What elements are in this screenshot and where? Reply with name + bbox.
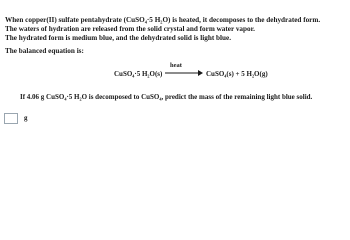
question-text: If 4.06 g CuSO₄·5 H₂O is decomposed to CuSO₄, predict the mass of the remaining light blue solid. [20,93,313,101]
intro-line-1: When copper(II) sulfate pentahydrate (CuSO₄·5 H₂O) is heated, it decomposes to the dehydrated form. [5,16,321,24]
intro-line-3: The hydrated form is medium blue, and the dehydrated solid is light blue. [5,34,232,42]
reaction-condition: heat [170,62,182,69]
chemical-equation [114,62,314,80]
mass-answer-input[interactable] [4,113,18,124]
answer-unit: g [24,114,28,122]
balanced-equation-label: The balanced equation is: [5,47,84,55]
intro-line-2: The waters of hydration are released from the solid crystal and form water vapor. [5,25,255,33]
reaction-arrow-icon [164,69,204,77]
equation-products: CuSO₄(s) + 5 H₂O(g) [206,70,268,78]
equation-reactants: CuSO₄·5 H₂O(s) [114,70,163,78]
